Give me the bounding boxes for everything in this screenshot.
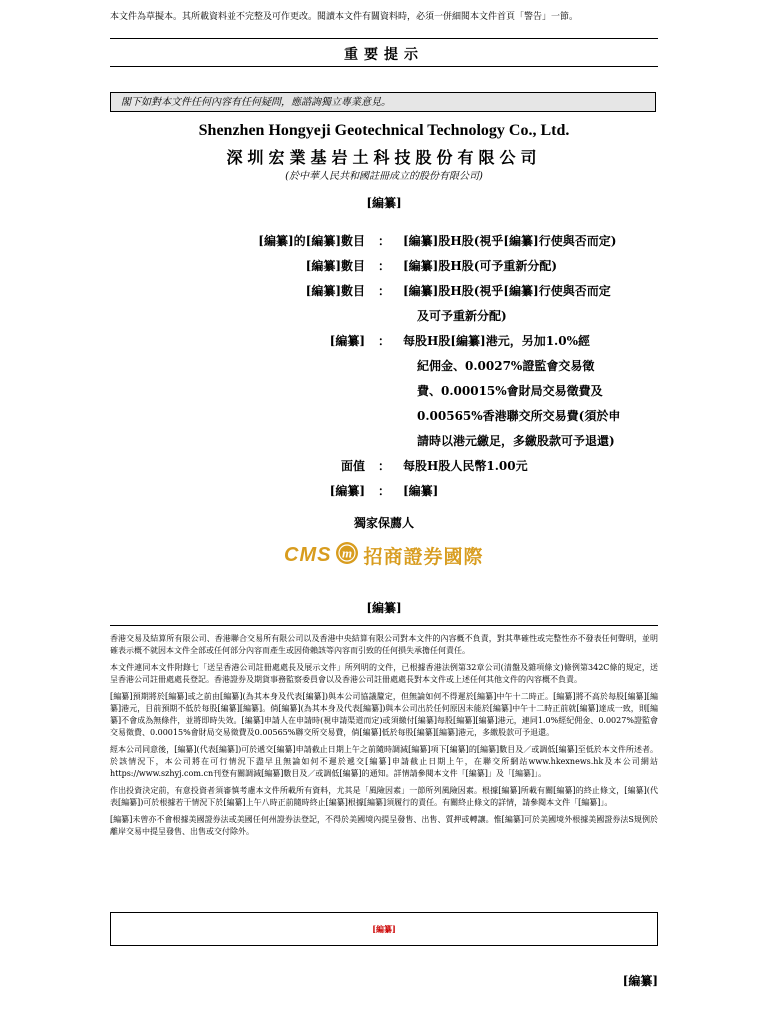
incorporation-note: (於中華人民共和國註冊成立的股份有限公司) — [285, 171, 483, 182]
offer-row: [編纂] ： 每股H股[編纂]港元，另加1.0%經 — [329, 334, 590, 348]
logo-text-en: CMS — [284, 543, 332, 566]
draft-warning: 本文件為草擬本。其所載資料並不完整及可作更改。閱讀本文件有關資料時，必須一併細閱本文件首頁「警告」一節。 — [110, 12, 579, 22]
svg-text:m: m — [342, 545, 353, 561]
offer-row: 紀佣金、0.0027%證監會交易徵 — [417, 359, 595, 373]
page-footer: [編纂] — [622, 974, 658, 988]
cms-logo — [284, 538, 484, 572]
top-rule — [110, 38, 658, 39]
offer-row: [編纂]數目 ： [編纂]股H股(視乎[編纂]行使與否而定 — [305, 284, 611, 298]
disclaimer-paragraph: 作出投資決定前，有意投資者須審慎考慮本文件所載所有資料，尤其是「風險因素」一節所列風險因素。根據[編纂]所載有關[編纂]的終止條文，[編纂](代表[編纂])可於根據若干情況下於[編纂]上午八時正前隨時終止[編纂]根據[編纂]須履行的責任。有關終止條文的詳情，請參閱本文件「[編纂]」。 — [110, 786, 658, 807]
offer-row: [編纂]數目 ： [編纂]股H股(可予重新分配) — [305, 259, 558, 273]
offer-row: 及可予重新分配) — [417, 309, 507, 323]
offer-row: 費、0.00015%會財局交易徵費及 — [417, 384, 603, 398]
offer-placeholder-mid: [編纂] — [366, 601, 402, 615]
body-rule — [110, 625, 658, 626]
logo-emblem-icon — [335, 541, 359, 569]
page-heading: 重要提示 — [344, 47, 424, 63]
offer-row: 請時以港元繳足，多繳股款可予退還) — [417, 434, 615, 448]
heading-rule — [110, 66, 658, 67]
company-name-en: Shenzhen Hongyeji Geotechnical Technology Co., Ltd. — [198, 122, 570, 139]
offer-row: 面值 ： 每股H股人民幣1.00元 — [340, 459, 528, 473]
disclaimer-paragraph: [編纂]未曾亦不會根據美國證券法或美國任何州證券法登記，不得於美國境內提呈發售、出售、質押或轉讓。惟[編纂]可於美國境外根據美國證券法S規例於離岸交易中提呈發售、出售或交付除外。 — [110, 815, 658, 836]
sole-sponsor-label: 獨家保薦人 — [353, 516, 414, 530]
advice-notice: 閣下如對本文件任何內容有任何疑問，應諮詢獨立專業意見。 — [110, 92, 656, 112]
offer-placeholder-top: [編纂] — [366, 196, 402, 210]
disclaimer-body — [110, 633, 658, 843]
logo-text-zh: 招商證券國際 — [363, 545, 484, 568]
offer-row: 0.00565%香港聯交所交易費(須於申 — [417, 409, 621, 423]
redacted-box: [編纂] — [110, 912, 658, 946]
disclaimer-paragraph: 經本公司同意後，[編纂](代表[編纂])可於遞交[編纂]申請截止日期上午之前隨時調減[編纂]項下[編纂]的[編纂]數目及／或調低[編纂]至低於本文件所述者。於該情況下，本公司將在可行情況下盡早且無論如何不遲於遞交[編纂]申請截止日期上午，在聯交所網站www.hkexnews.hk及本公司網站https://www.szhyj.com.cn刊登有關調減[編纂]數目及／或調低[編纂]的通知。詳情請參閱本文件「[編纂]」及「[編纂]」。 — [110, 745, 658, 778]
disclaimer-paragraph: [編纂]預期將於[編纂]或之前由[編纂](為其本身及代表[編纂])與本公司協議釐定，但無論如何不得遲於[編纂]中午十二時正。[編纂]將不高於每股[編纂][編纂]港元，目前預期不低於每股[編纂][編纂]。倘[編纂](為其本身及代表[編纂])與本公司出於任何原因未能於[編纂]中午十二時正前就[編纂]達成一致，則[編纂]不會成為無條件，並將即時失效。[編纂]申請人在申請時(視申請渠道而定)或須繳付[編纂]每股[編纂][編纂]港元，連同1.0%經紀佣金、0.0027%證監會交易徵費、0.00015%會財局交易徵費及0.00565%聯交所交易費，倘[編纂]低於每股[編纂][編纂]港元，多繳股款可予退還。 — [110, 692, 658, 737]
offer-row: [編纂] ： [編纂] — [329, 484, 439, 498]
company-name-zh: 深圳宏業基岩土科技股份有限公司 — [226, 148, 542, 167]
disclaimer-paragraph: 香港交易及結算所有限公司、香港聯合交易所有限公司以及香港中央結算有限公司對本文件的內容概不負責，對其準確性或完整性亦不發表任何聲明，並明確表示概不就因本文件全部或任何部分內容而產生或因倚賴該等內容而引致的任何損失承擔任何責任。 — [110, 634, 658, 655]
offer-row: [編纂]的[編纂]數目 ： [編纂]股H股(視乎[編纂]行使與否而定) — [258, 234, 617, 248]
offer-terms — [110, 229, 658, 504]
disclaimer-paragraph: 本文件連同本文件附錄七「送呈香港公司註冊處處長及展示文件」所列明的文件，已根據香港法例第32章公司(清盤及雜項條文)條例第342C條的規定，送呈香港公司註冊處處長登記。香港證券及期貨事務監察委員會以及香港公司註冊處處長對本文件或上述任何其他文件的內容概不負責。 — [110, 663, 658, 684]
